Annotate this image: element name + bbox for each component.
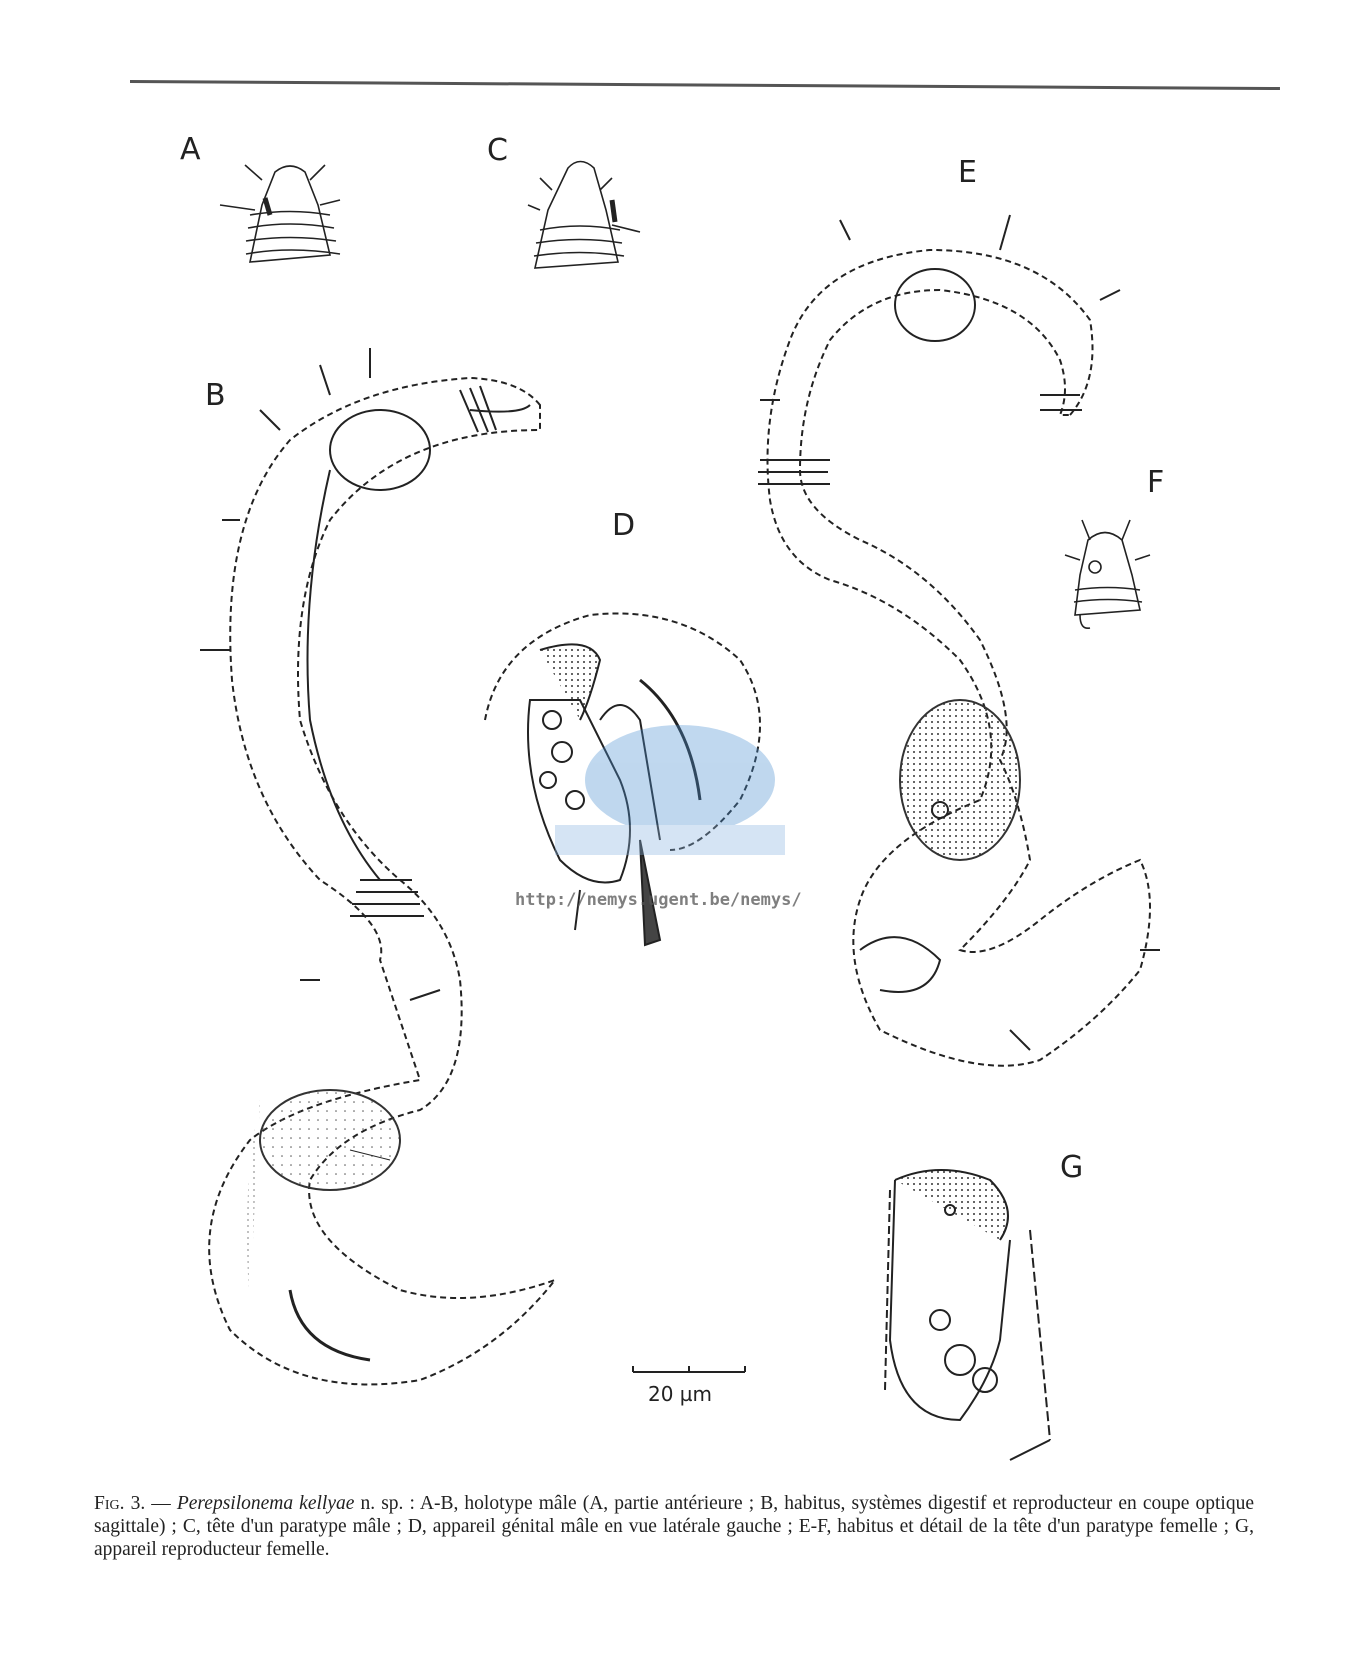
caption-dash: — <box>145 1493 177 1514</box>
drawing-C-head <box>528 162 640 269</box>
panel-label-G: G <box>1060 1150 1084 1185</box>
panel-label-E: E <box>958 155 977 190</box>
panel-label-B: B <box>205 378 226 413</box>
caption-species: Perepsilonema kellyae <box>176 1493 355 1514</box>
caption-fig-label: Fig. 3. <box>94 1493 146 1514</box>
watermark-logo <box>555 725 785 855</box>
panel-label-A: A <box>180 132 201 167</box>
panel-label-C: C <box>487 133 508 168</box>
drawing-G-female-reproductive <box>885 1170 1050 1460</box>
watermark-url: http://nemys.ugent.be/nemys/ <box>515 890 802 910</box>
scale-bar <box>633 1366 745 1372</box>
scale-bar-label: 20 µm <box>648 1382 713 1406</box>
drawing-E-female-habitus <box>758 215 1160 1066</box>
panel-label-D: D <box>612 508 636 543</box>
drawing-A-anterior <box>220 165 340 262</box>
drawing-F-female-head <box>1065 520 1150 628</box>
panel-label-F: F <box>1147 465 1165 500</box>
drawing-B-habitus <box>200 348 555 1384</box>
caption-body: n. sp. : A-B, holotype mâle (A, partie antérieure ; B, habitus, systèmes digestif et reproducteur en coupe optique sagittale) ; C, tête d'un paratype mâle ; D, appareil génital mâle en vue latérale gauche ; E-F, habitus et détail de la tête d'un paratype femelle ; G, appareil reproducteur femelle. <box>94 1493 1254 1560</box>
figure-caption <box>94 1492 1254 1561</box>
